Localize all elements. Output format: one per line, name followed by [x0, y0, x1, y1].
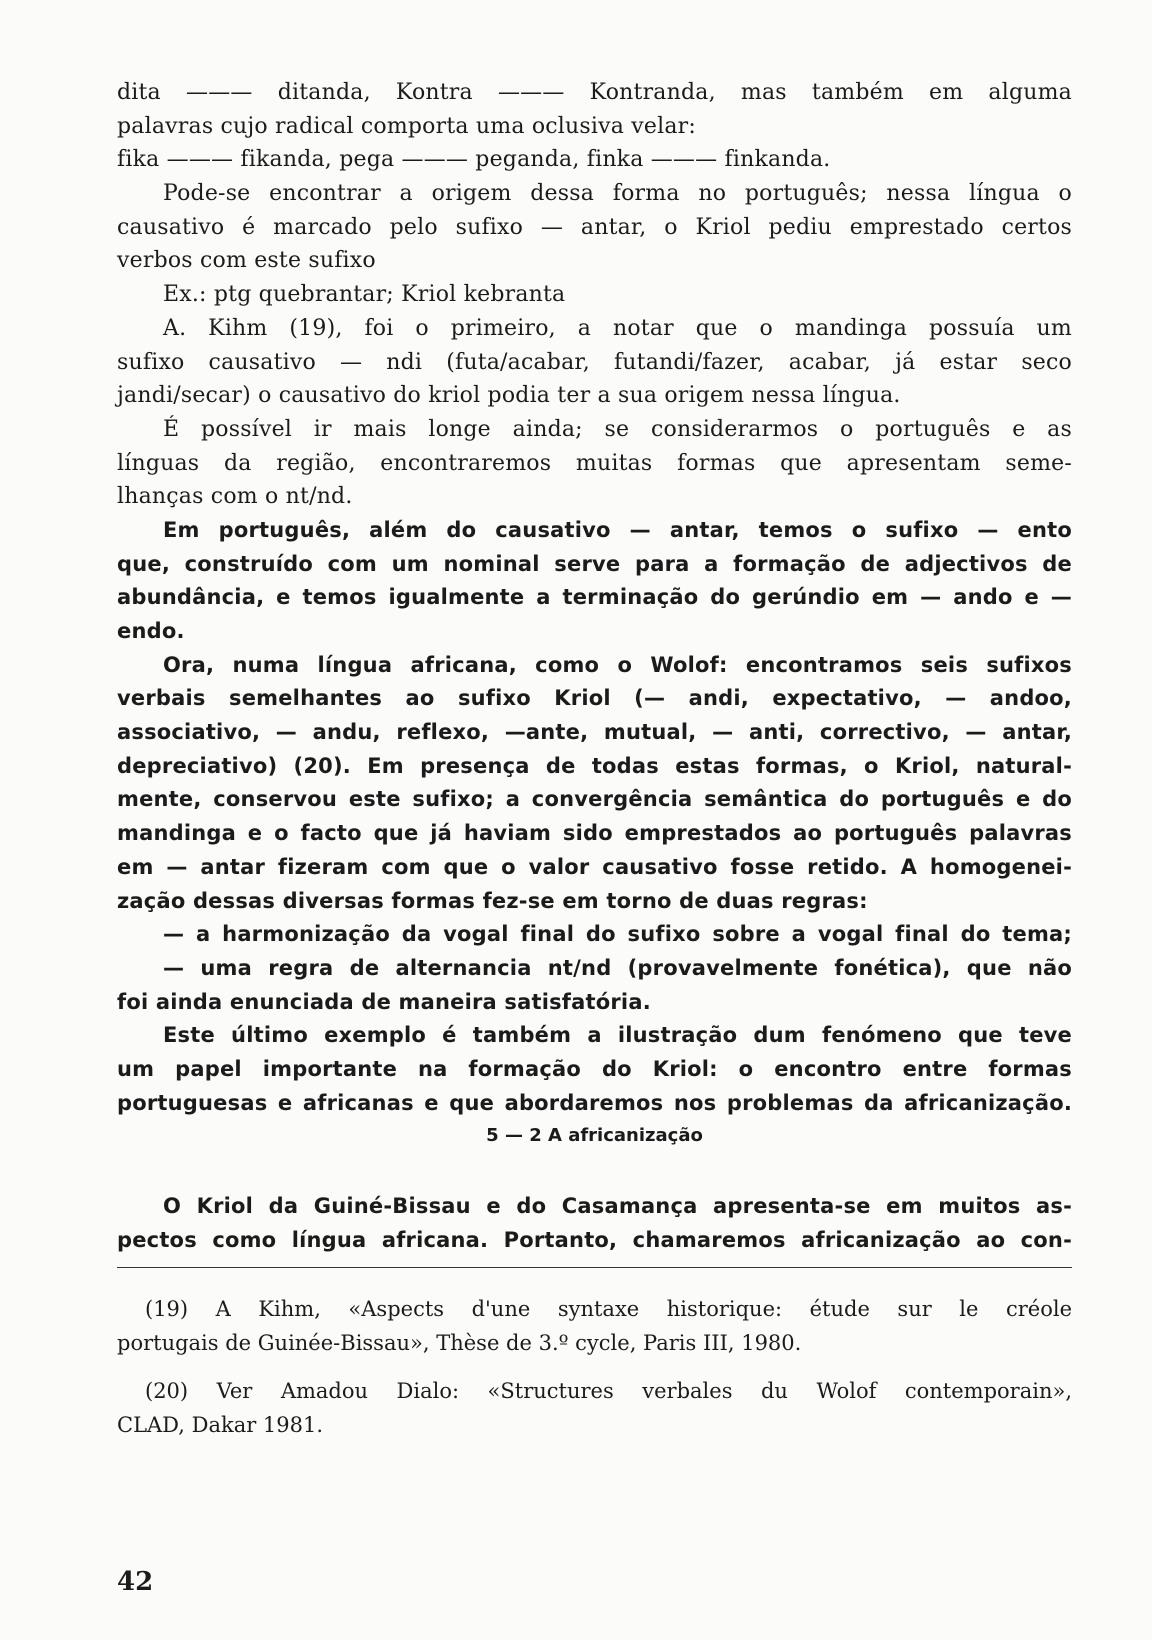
- text-line: palavras cujo radical comporta uma oclusiva velar:: [117, 113, 696, 139]
- text-line: — a harmonização da vogal final do sufixo sobre a vogal final do tema;: [163, 922, 1072, 947]
- text-line: zação dessas diversas formas fez-se em torno de duas regras:: [117, 888, 868, 913]
- text-line: mente, conservou este sufixo; a convergência semântica do português e do: [117, 787, 1072, 812]
- footnote-line: portugais de Guinée-Bissau», Thèse de 3.º cycle, Paris III, 1980.: [117, 1331, 802, 1355]
- text-line: em — antar fizeram com que o valor causativo fosse retido. A homogenei-: [117, 854, 1072, 879]
- text-line: A. Kihm (19), foi o primeiro, a notar que o mandinga possuía um: [163, 315, 1072, 341]
- text-line: O Kriol da Guiné-Bissau e do Casamança apresenta-se em muitos as-: [163, 1194, 1072, 1218]
- text-line: verbais semelhantes ao sufixo Kriol (— andi, expectativo, — andoo,: [117, 686, 1072, 711]
- text-line: foi ainda enunciada de maneira satisfatória.: [117, 989, 651, 1014]
- text-line: dita ——— ditanda, Kontra ——— Kontranda, mas também em alguma: [117, 80, 1072, 105]
- text-line: Este último exemplo é também a ilustração dum fenómeno que teve: [163, 1023, 1072, 1048]
- text-line: fika ——— fikanda, pega ——— peganda, finka ——— finkanda.: [117, 147, 831, 173]
- text-line: sufixo causativo — ndi (futa/acabar, futandi/fazer, acabar, já estar seco: [117, 349, 1072, 375]
- text-line: abundância, e temos igualmente a terminação do gerúndio em — ando e —: [117, 585, 1072, 610]
- text-line: Em português, além do causativo — antar, temos o sufixo — ento: [163, 517, 1072, 542]
- section-heading: 5 — 2 A africanização: [486, 1125, 703, 1146]
- footnote-line: (19) A Kihm, «Aspects d'une syntaxe historique: étude sur le créole: [145, 1297, 1072, 1321]
- text-line: causativo é marcado pelo sufixo — antar, o Kriol pediu emprestado certos: [117, 214, 1072, 240]
- text-line: um papel importante na formação do Kriol: o encontro entre formas: [117, 1056, 1072, 1081]
- text-line: Ora, numa língua africana, como o Wolof: encontramos seis sufixos: [163, 652, 1072, 677]
- text-line: línguas da região, encontraremos muitas formas que apresentam seme-: [117, 450, 1072, 476]
- text-line: Ex.: ptg quebrantar; Kriol kebranta: [163, 282, 566, 308]
- footnote-20: [117, 1374, 1072, 1442]
- page-number: 42: [117, 1567, 154, 1597]
- footnote-19: [117, 1292, 1072, 1360]
- text-line: — uma regra de alternancia nt/nd (provavelmente fonética), que não: [163, 955, 1072, 980]
- text-line: jandi/secar) o causativo do kriol podia ter a sua origem nessa língua.: [117, 383, 901, 409]
- text-line: que, construído com um nominal serve para a formação de adjectivos de: [117, 551, 1072, 576]
- text-line: É possível ir mais longe ainda; se considerarmos o português e as: [163, 416, 1072, 442]
- text-line: associativo, — andu, reflexo, —ante, mutual, — anti, correctivo, — antar,: [117, 720, 1072, 745]
- section-intro: [117, 1190, 1072, 1257]
- footnote-line: (20) Ver Amadou Dialo: «Structures verbales du Wolof contemporain»,: [145, 1379, 1072, 1403]
- text-line: mandinga e o facto que já haviam sido emprestados ao português palavras: [117, 821, 1072, 846]
- footnote-divider: [117, 1267, 1072, 1268]
- text-line: Pode-se encontrar a origem dessa forma no português; nessa língua o: [163, 181, 1072, 207]
- text-line: pectos como língua africana. Portanto, chamaremos africanização ao con-: [117, 1227, 1072, 1252]
- main-text: [117, 76, 1072, 1120]
- text-line: depreciativo) (20). Em presença de todas estas formas, o Kriol, natural-: [117, 753, 1072, 778]
- footnotes: [117, 1292, 1072, 1442]
- text-line: portuguesas e africanas e que abordaremos nos problemas da africanização.: [117, 1090, 1072, 1115]
- text-line: lhanças com o nt/nd.: [117, 484, 353, 510]
- text-line: endo.: [117, 619, 185, 643]
- text-line: verbos com este sufixo: [117, 248, 376, 274]
- footnote-line: CLAD, Dakar 1981.: [117, 1413, 324, 1437]
